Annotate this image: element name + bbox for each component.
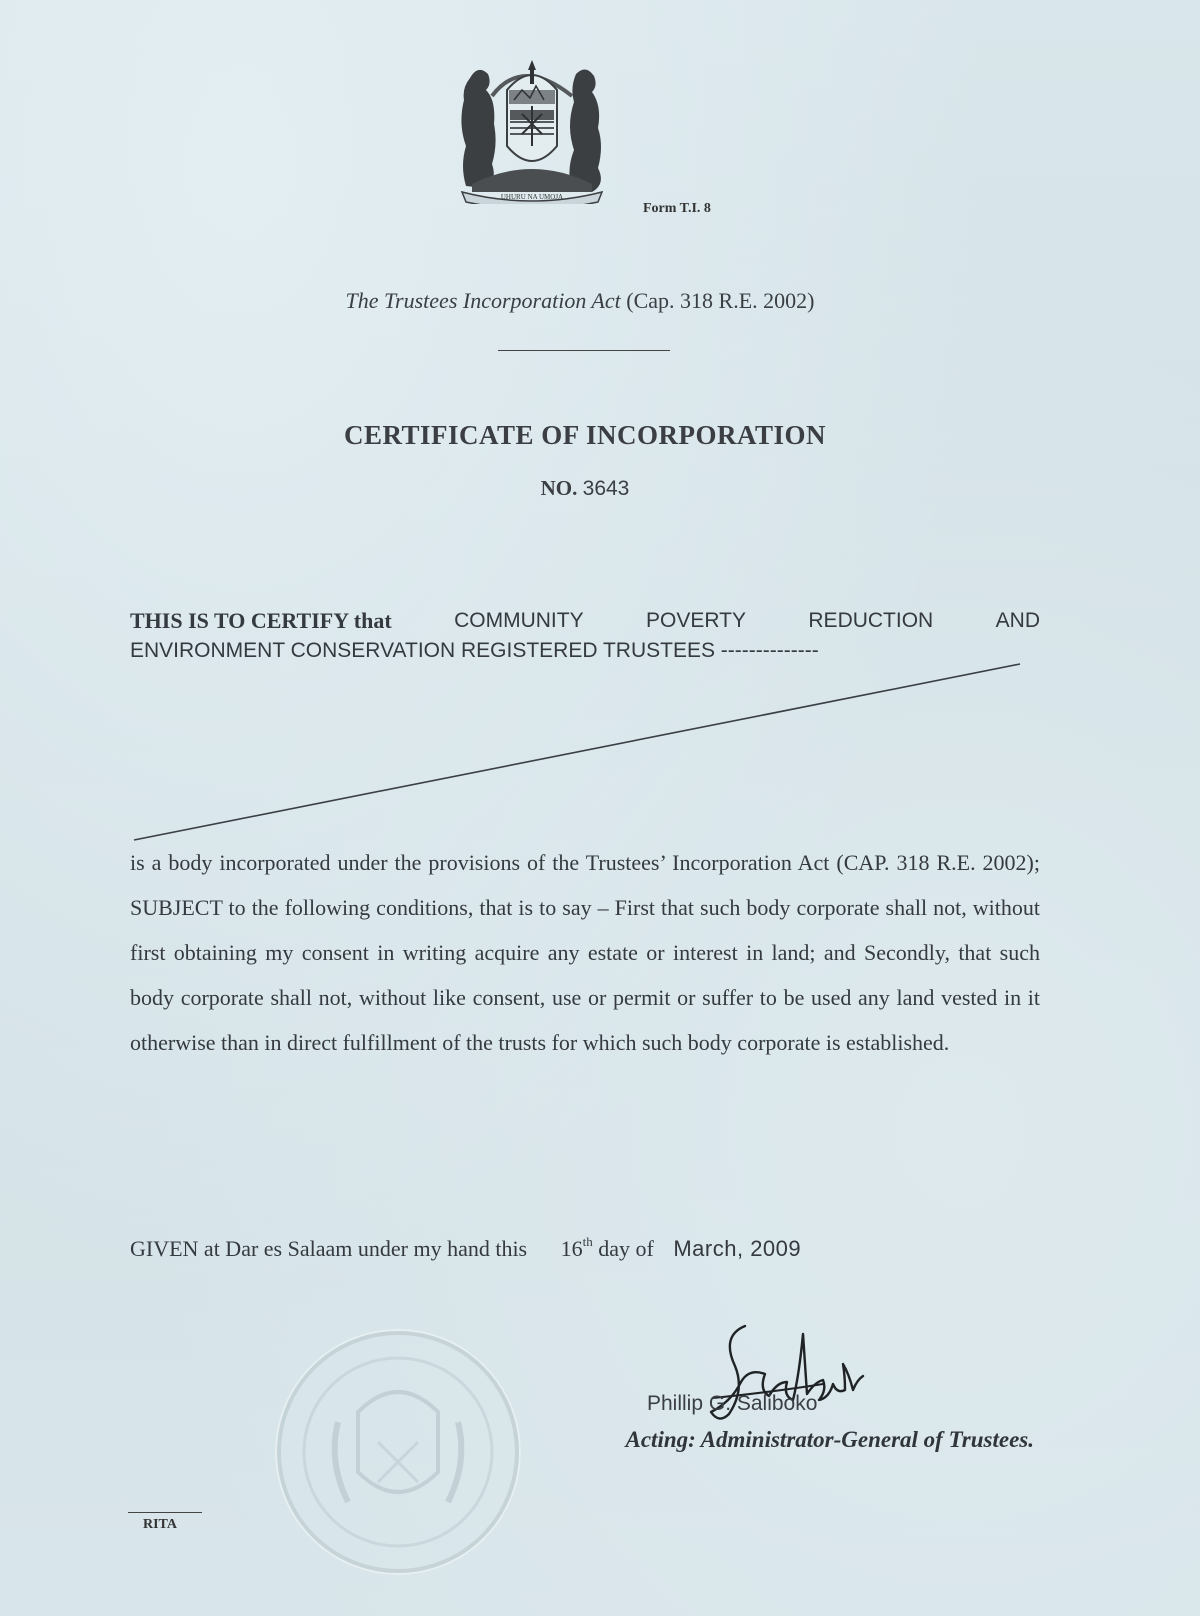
act-reference bbox=[0, 288, 1160, 314]
day-number: 16 bbox=[560, 1236, 583, 1261]
day-suffix: th bbox=[582, 1234, 593, 1249]
certificate-number-label: NO. bbox=[540, 476, 578, 500]
certify-line-2: ENVIRONMENT CONSERVATION REGISTERED TRUSTEES -------------- bbox=[130, 639, 819, 662]
svg-text:UHURU NA UMOJA: UHURU NA UMOJA bbox=[500, 193, 564, 201]
body-paragraph: is a body incorporated under the provisions of the Trustees’ Incorporation Act (CAP. 318 R.E. 2002); SUBJECT to the following conditions, that is to say – First that such body corporate shall not, without first obtaining my consent in writing acquire any estate or interest in land; and Secondly, that such body corporate shall not, without like consent, use or permit or suffer to be used any land vested in it otherwise than in direct fulfillment of the trusts for which such body corporate is established. bbox=[130, 850, 1040, 1055]
day-of: day of bbox=[598, 1236, 654, 1261]
certificate-number-value: 3643 bbox=[582, 477, 630, 500]
entity-word: REDUCTION bbox=[808, 609, 934, 632]
certificate-number bbox=[0, 476, 1170, 501]
act-underline bbox=[498, 350, 670, 351]
certify-statement bbox=[130, 606, 1040, 666]
given-day bbox=[561, 1236, 593, 1261]
act-name: The Trustees Incorporation Act bbox=[345, 288, 621, 313]
footer-rule bbox=[128, 1512, 202, 1513]
entity-word: COMMUNITY bbox=[454, 609, 584, 632]
form-number: Form T.I. 8 bbox=[643, 201, 711, 216]
entity-word: AND bbox=[995, 609, 1040, 632]
certificate-title: CERTIFICATE OF INCORPORATION bbox=[343, 420, 827, 450]
act-citation: (Cap. 318 R.E. 2002) bbox=[626, 288, 815, 313]
footer-label: RITA bbox=[143, 1517, 177, 1532]
coat-of-arms-icon bbox=[452, 56, 612, 204]
certify-line-1 bbox=[130, 606, 1040, 636]
given-prefix: GIVEN at Dar es Salaam under my hand this bbox=[130, 1236, 528, 1261]
entity-word: POVERTY bbox=[646, 609, 746, 632]
given-statement bbox=[130, 1236, 1040, 1262]
certify-lead: THIS IS TO CERTIFY that bbox=[130, 608, 392, 633]
given-month-year: March, 2009 bbox=[673, 1236, 802, 1261]
signatory-title: Acting: Administrator-General of Trustees. bbox=[625, 1427, 1034, 1452]
signatory-name: Phillip G. Saliboko bbox=[647, 1392, 818, 1415]
